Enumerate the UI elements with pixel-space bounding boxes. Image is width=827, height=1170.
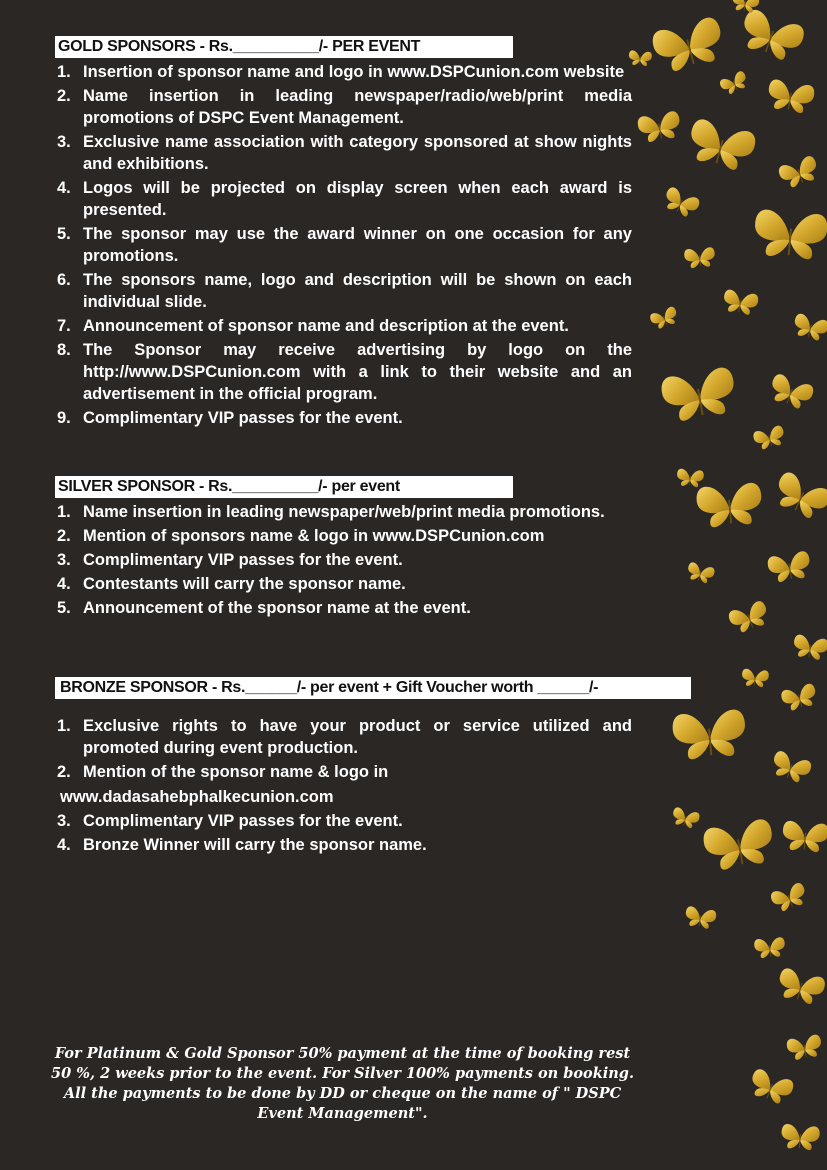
list-item: [57, 407, 632, 429]
list-item: [57, 315, 632, 337]
list-item: [57, 761, 632, 783]
item-text: The Sponsor may receive advertising by logo on the http://www.DSPCunion.com with a link to their website and an advertisement in the official program.: [83, 341, 632, 403]
item-number: 1.: [57, 503, 71, 521]
bronze-benefits-list-a: [57, 715, 632, 785]
item-text: The sponsors name, logo and description will be shown on each individual slide.: [83, 271, 632, 311]
item-number: 2.: [57, 527, 71, 545]
item-number: 8.: [57, 341, 71, 359]
item-text: Contestants will carry the sponsor name.: [83, 575, 406, 593]
item-text: Mention of sponsors name & logo in www.DSPCunion.com: [83, 527, 545, 545]
item-number: 4.: [57, 575, 71, 593]
list-item: [57, 223, 632, 267]
item-text: Exclusive rights to have your product or service utilized and promoted during event production.: [83, 717, 632, 757]
item-text: Announcement of the sponsor name at the event.: [83, 599, 471, 617]
gold-benefits-list: [57, 61, 632, 431]
item-number: 2.: [57, 87, 71, 105]
list-item: [57, 715, 632, 759]
list-item: [57, 834, 632, 856]
bronze-website-link[interactable]: www.dadasahebphalkecunion.com: [60, 788, 334, 806]
item-text: Insertion of sponsor name and logo in www.DSPCunion.com website: [83, 63, 625, 81]
list-item: [57, 269, 632, 313]
item-text: The sponsor may use the award winner on one occasion for any promotions.: [83, 225, 632, 265]
list-item: [57, 597, 632, 619]
payment-terms-line: 50 %, 2 weeks prior to the event. For Silver 100% payments on booking.: [50, 1065, 634, 1082]
item-number: 3.: [57, 551, 71, 569]
bronze-benefits-list-b: [57, 810, 632, 858]
bronze-sponsor-heading: BRONZE SPONSOR - Rs.______/- per event + Gift Voucher worth ______/-: [55, 677, 691, 699]
list-item: [57, 525, 632, 547]
item-text: Mention of the sponsor name & logo in: [83, 763, 389, 781]
item-number: 3.: [57, 133, 71, 151]
list-item: [57, 339, 632, 405]
list-item: [57, 177, 632, 221]
payment-terms-line: For Platinum & Gold Sponsor 50% payment at the time of booking rest: [54, 1045, 631, 1062]
item-number: 1.: [57, 717, 71, 735]
item-text: Announcement of sponsor name and description at the event.: [83, 317, 569, 335]
item-number: 5.: [57, 225, 71, 243]
list-item: [57, 61, 632, 83]
item-text: Logos will be projected on display screen when each award is presented.: [83, 179, 632, 219]
gold-sponsors-heading: GOLD SPONSORS - Rs.__________/- PER EVENT: [55, 36, 513, 58]
list-item: [57, 85, 632, 129]
list-item: [57, 810, 632, 832]
item-number: 4.: [57, 179, 71, 197]
item-text: Complimentary VIP passes for the event.: [83, 812, 403, 830]
list-item: [57, 501, 632, 523]
payment-terms-note: [40, 1044, 645, 1124]
item-number: 7.: [57, 317, 71, 335]
list-item: [57, 549, 632, 571]
silver-sponsor-heading: SILVER SPONSOR - Rs.__________/- per event: [55, 476, 513, 498]
butterfly-cluster: [628, 0, 827, 1151]
item-number: 1.: [57, 63, 71, 81]
item-text: Bronze Winner will carry the sponsor name.: [83, 836, 427, 854]
item-text: Complimentary VIP passes for the event.: [83, 409, 403, 427]
payment-terms-line: All the payments to be done by DD or cheque on the name of " DSPC: [63, 1085, 622, 1102]
item-text: Name insertion in leading newspaper/web/print media promotions.: [83, 503, 605, 521]
item-number: 6.: [57, 271, 71, 289]
item-text: Complimentary VIP passes for the event.: [83, 551, 403, 569]
item-number: 9.: [57, 409, 71, 427]
item-text: Name insertion in leading newspaper/radio/web/print media promotions of DSPC Event Management.: [83, 87, 632, 127]
item-number: 3.: [57, 812, 71, 830]
item-number: 2.: [57, 763, 71, 781]
payment-terms-line: Event Management".: [257, 1105, 428, 1122]
silver-benefits-list: [57, 501, 632, 621]
item-text: Exclusive name association with category sponsored at show nights and exhibitions.: [83, 133, 632, 173]
item-number: 4.: [57, 836, 71, 854]
item-number: 5.: [57, 599, 71, 617]
list-item: [57, 573, 632, 595]
list-item: [57, 131, 632, 175]
